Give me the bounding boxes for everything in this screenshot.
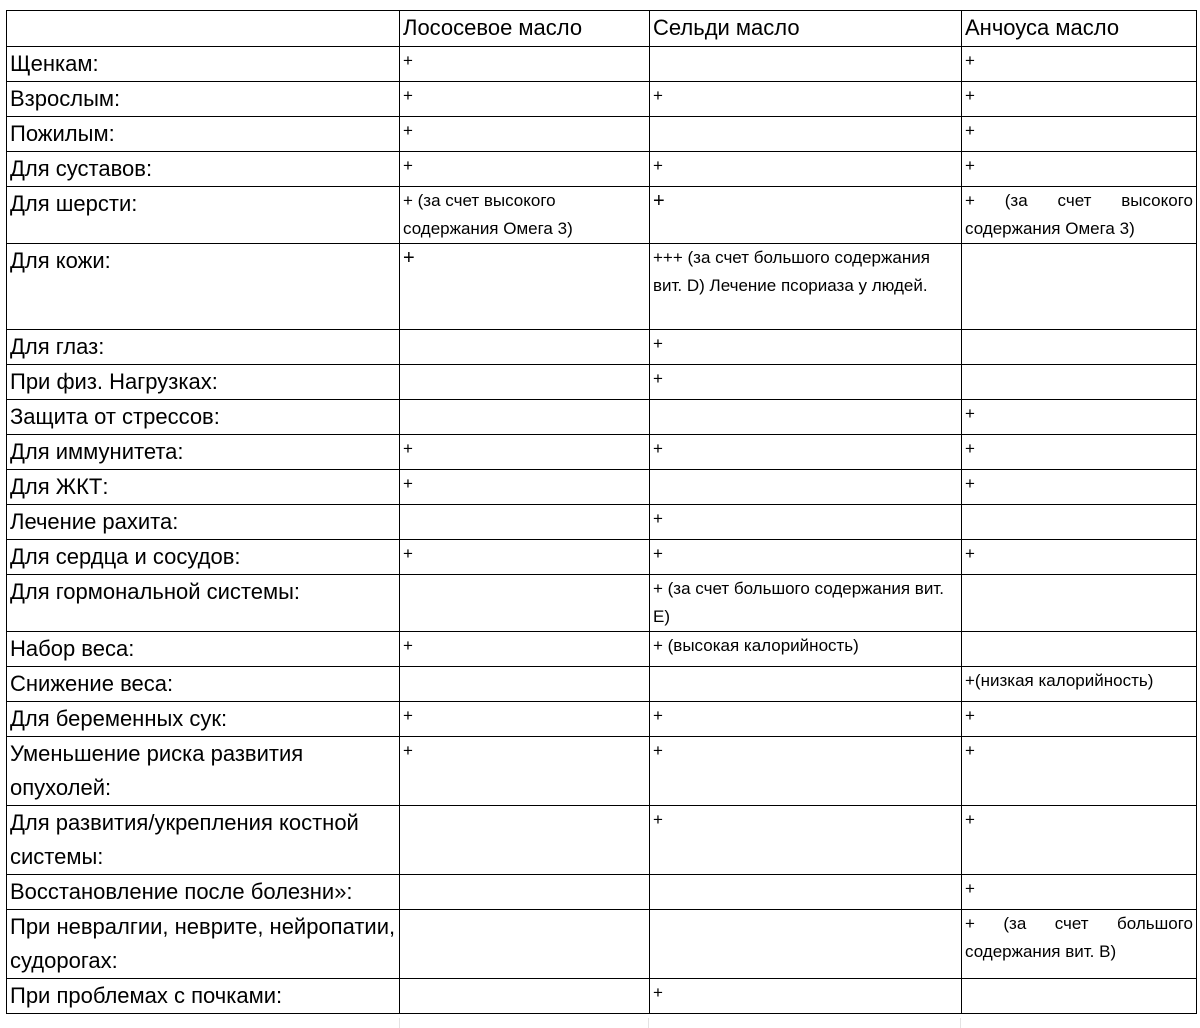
row-label: Восстановление после болезни»: xyxy=(7,875,400,910)
row-label: Снижение веса: xyxy=(7,667,400,702)
table-row xyxy=(7,152,1197,187)
row-label: Набор веса: xyxy=(7,632,400,667)
row-label: Для шерсти: xyxy=(7,187,400,244)
cell-anchovy: + xyxy=(962,470,1197,505)
cell-salmon xyxy=(400,505,650,540)
header-anchovy-oil: Анчоуса масло xyxy=(962,11,1197,47)
table-row xyxy=(7,82,1197,117)
cell-salmon xyxy=(400,667,650,702)
row-label: Защита от стрессов: xyxy=(7,400,400,435)
cell-herring: +++ (за счет большого содержания вит. D) Лечение псориаза у людей. xyxy=(650,244,962,330)
cell-anchovy: + xyxy=(962,152,1197,187)
cell-anchovy: + xyxy=(962,435,1197,470)
cell-salmon: + xyxy=(400,702,650,737)
cell-anchovy xyxy=(962,632,1197,667)
gridline xyxy=(399,1018,400,1028)
cell-salmon xyxy=(400,806,650,875)
row-label: Пожилым: xyxy=(7,117,400,152)
cell-anchovy: +(низкая калорийность) xyxy=(962,667,1197,702)
cell-anchovy: + xyxy=(962,875,1197,910)
row-label: Для глаз: xyxy=(7,330,400,365)
cell-anchovy xyxy=(962,330,1197,365)
row-label: Взрослым: xyxy=(7,82,400,117)
cell-salmon: + xyxy=(400,47,650,82)
cell-herring xyxy=(650,875,962,910)
cell-herring xyxy=(650,667,962,702)
cell-anchovy: + xyxy=(962,117,1197,152)
cell-salmon: + xyxy=(400,152,650,187)
table-row xyxy=(7,400,1197,435)
row-label: Щенкам: xyxy=(7,47,400,82)
cell-salmon: + xyxy=(400,632,650,667)
cell-anchovy: + (за счет большого содержания вит. В) xyxy=(962,910,1197,979)
cell-salmon: + xyxy=(400,737,650,806)
cell-herring: + xyxy=(650,435,962,470)
row-label: Для гормональной системы: xyxy=(7,575,400,632)
cell-salmon xyxy=(400,875,650,910)
header-salmon-oil: Лососевое масло xyxy=(400,11,650,47)
cell-anchovy xyxy=(962,575,1197,632)
header-row xyxy=(7,11,1197,47)
table-row xyxy=(7,187,1197,244)
cell-herring xyxy=(650,400,962,435)
row-label: Для иммунитета: xyxy=(7,435,400,470)
cell-anchovy: + (за счет высокого содержания Омега 3) xyxy=(962,187,1197,244)
table-row xyxy=(7,505,1197,540)
cell-anchovy xyxy=(962,505,1197,540)
cell-herring: + xyxy=(650,365,962,400)
cell-salmon: + xyxy=(400,117,650,152)
cell-salmon: + xyxy=(400,470,650,505)
cell-salmon: + xyxy=(400,244,650,330)
table-row xyxy=(7,806,1197,875)
cell-salmon xyxy=(400,365,650,400)
cell-herring: + xyxy=(650,330,962,365)
cell-herring xyxy=(650,47,962,82)
cell-salmon xyxy=(400,330,650,365)
cell-salmon: + (за счет высокого содержания Омега 3) xyxy=(400,187,650,244)
cell-herring xyxy=(650,910,962,979)
table-row xyxy=(7,117,1197,152)
cell-herring: + xyxy=(650,82,962,117)
cell-herring: + (высокая калорийность) xyxy=(650,632,962,667)
row-label: Для развития/укрепления костной системы: xyxy=(7,806,400,875)
table-row xyxy=(7,702,1197,737)
row-label: Для беременных сук: xyxy=(7,702,400,737)
cell-salmon xyxy=(400,400,650,435)
row-label: Для кожи: xyxy=(7,244,400,330)
table-row xyxy=(7,979,1197,1014)
table-row xyxy=(7,575,1197,632)
table-row xyxy=(7,435,1197,470)
row-label: Лечение рахита: xyxy=(7,505,400,540)
table-row xyxy=(7,632,1197,667)
cell-herring: + xyxy=(650,152,962,187)
row-label: Для сердца и сосудов: xyxy=(7,540,400,575)
cell-herring: + xyxy=(650,505,962,540)
cell-herring: + xyxy=(650,702,962,737)
row-label: При невралгии, неврите, нейропатии, судорогах: xyxy=(7,910,400,979)
table-row xyxy=(7,667,1197,702)
cell-herring: + xyxy=(650,979,962,1014)
table-row xyxy=(7,875,1197,910)
table-row xyxy=(7,470,1197,505)
row-label: При проблемах с почками: xyxy=(7,979,400,1014)
table-row xyxy=(7,47,1197,82)
table-row xyxy=(7,910,1197,979)
table-row xyxy=(7,540,1197,575)
gridline xyxy=(960,1018,961,1028)
cell-anchovy: + xyxy=(962,806,1197,875)
row-label: Уменьшение риска развития опухолей: xyxy=(7,737,400,806)
cell-anchovy: + xyxy=(962,47,1197,82)
cell-herring: + xyxy=(650,806,962,875)
cell-anchovy: + xyxy=(962,540,1197,575)
cell-anchovy: + xyxy=(962,82,1197,117)
cell-herring: + xyxy=(650,187,962,244)
cell-salmon xyxy=(400,979,650,1014)
oil-comparison-table xyxy=(6,10,1197,1014)
cell-herring: + (за счет большого содержания вит. Е) xyxy=(650,575,962,632)
table-row xyxy=(7,244,1197,330)
table-row xyxy=(7,365,1197,400)
cell-anchovy xyxy=(962,244,1197,330)
cell-anchovy xyxy=(962,979,1197,1014)
cell-herring xyxy=(650,470,962,505)
cell-anchovy xyxy=(962,365,1197,400)
cell-anchovy: + xyxy=(962,702,1197,737)
cell-salmon xyxy=(400,575,650,632)
cell-herring xyxy=(650,117,962,152)
table-row xyxy=(7,330,1197,365)
row-label: При физ. Нагрузках: xyxy=(7,365,400,400)
cell-anchovy: + xyxy=(962,400,1197,435)
header-corner xyxy=(7,11,400,47)
cell-herring: + xyxy=(650,540,962,575)
gridline xyxy=(648,1018,649,1028)
header-herring-oil: Сельди масло xyxy=(650,11,962,47)
table-row xyxy=(7,737,1197,806)
cell-salmon xyxy=(400,910,650,979)
row-label: Для суставов: xyxy=(7,152,400,187)
cell-salmon: + xyxy=(400,540,650,575)
row-label: Для ЖКТ: xyxy=(7,470,400,505)
cell-salmon: + xyxy=(400,82,650,117)
cell-anchovy: + xyxy=(962,737,1197,806)
cell-salmon: + xyxy=(400,435,650,470)
cell-herring: + xyxy=(650,737,962,806)
